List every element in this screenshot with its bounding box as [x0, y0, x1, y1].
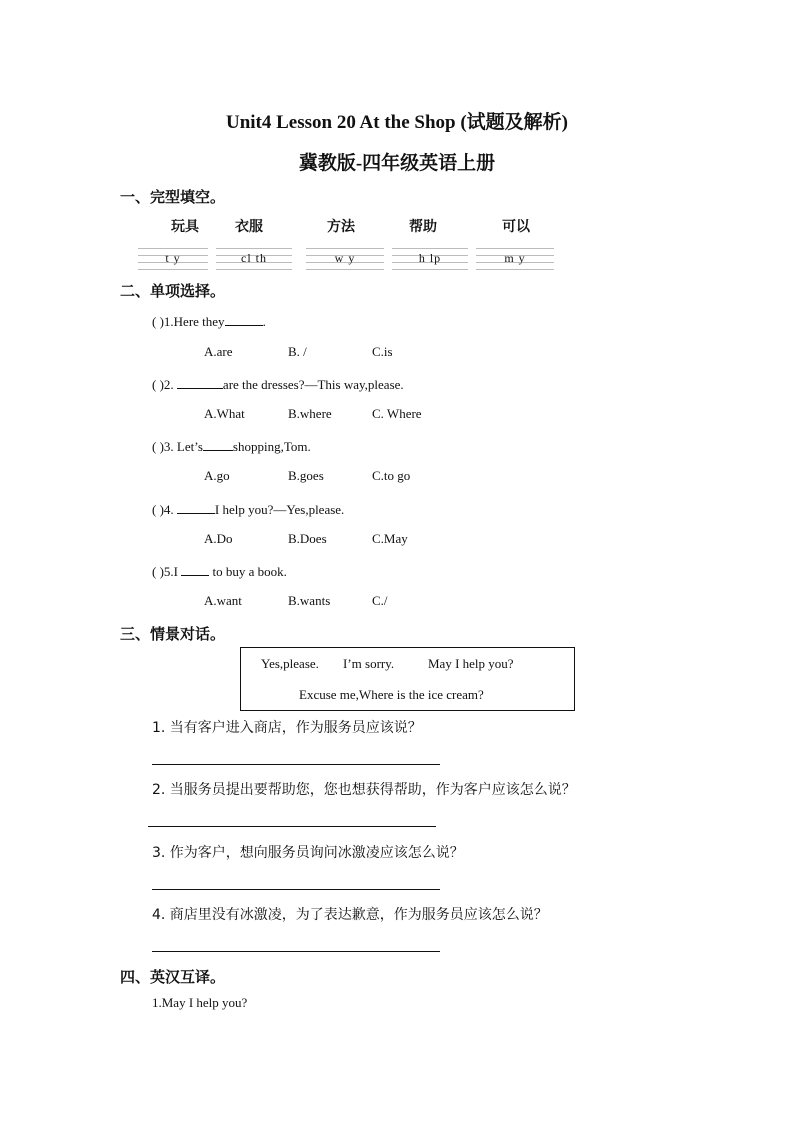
question-3-stem-end: shopping,Tom. [232, 439, 311, 454]
q3-option-c: C.to go [372, 468, 411, 483]
question-5-stem: ( )5.I [152, 564, 178, 579]
question-2-stem-end: are the dresses?—This way,please. [222, 377, 404, 392]
phrase-excuse-me: Excuse me,Where is the ice cream? [299, 687, 484, 702]
page-subtitle: 冀教版-四年级英语上册 [298, 153, 496, 174]
phrase-may-i-help: May I help you? [428, 656, 514, 671]
question-2 [152, 375, 404, 393]
q4-option-c: C.May [372, 531, 408, 546]
word-zh-way: 方法 [327, 219, 355, 235]
four-line-clothes [216, 248, 292, 270]
section-4-heading: 四、英汉互译。 [120, 968, 226, 986]
dialog-question-1: 1. 当有客户进入商店，作为服务员应该说？ [152, 720, 422, 736]
question-4 [152, 500, 344, 518]
question-4-stem-end: I help you?—Yes,please. [214, 502, 345, 517]
answer-line-2[interactable] [148, 826, 436, 827]
word-en-may: m y [504, 251, 526, 265]
q4-option-a: A.Do [204, 531, 233, 546]
answer-line-4[interactable] [152, 951, 440, 952]
question-2-stem: ( )2. [152, 377, 174, 392]
q2-option-b: B.where [288, 406, 332, 421]
question-1-stem-end: . [262, 314, 266, 329]
dialog-question-3: 3. 作为客户，想向服务员询问冰激凌应该怎么说？ [152, 845, 464, 861]
word-zh-toy: 玩具 [171, 219, 199, 235]
question-1-stem: ( )1.Here they [152, 314, 225, 329]
question-3-stem: ( )3. Let’s [152, 439, 203, 454]
q2-option-a: A.What [204, 406, 245, 421]
dialog-question-4: 4. 商店里没有冰激凌，为了表达歉意，作为服务员应该怎么说？ [152, 907, 548, 923]
four-line-way [306, 248, 384, 270]
question-1 [152, 312, 266, 330]
four-line-may [476, 248, 554, 270]
answer-blank[interactable] [177, 500, 215, 514]
word-en-way: w y [334, 251, 356, 265]
q5-option-c: C./ [372, 593, 388, 608]
word-en-toy: t y [165, 251, 181, 265]
question-5 [152, 562, 287, 580]
word-en-clothes: cl th [241, 251, 267, 265]
q5-option-a: A.want [204, 593, 242, 608]
word-en-help: h lp [418, 251, 442, 265]
translation-item-1: 1.May I help you? [152, 995, 248, 1010]
question-5-stem-end: to buy a book. [212, 564, 287, 579]
answer-blank[interactable] [203, 437, 233, 451]
word-zh-clothes: 衣服 [235, 219, 263, 235]
dialog-question-2: 2. 当服务员提出要帮助您，您也想获得帮助，作为客户应该怎么说？ [152, 782, 576, 798]
answer-blank[interactable] [177, 375, 223, 389]
section-2-heading: 二、单项选择。 [120, 282, 226, 300]
q1-option-c: C.is [372, 344, 393, 359]
section-1-heading: 一、完型填空。 [120, 188, 226, 206]
answer-line-1[interactable] [152, 764, 440, 765]
phrase-yes-please: Yes,please. [261, 656, 319, 671]
q5-option-b: B.wants [288, 593, 331, 608]
word-zh-may: 可以 [502, 219, 530, 235]
question-3 [152, 437, 311, 455]
section-3-heading: 三、情景对话。 [120, 625, 226, 643]
page-title: Unit4 Lesson 20 At the Shop (试题及解析) [225, 112, 569, 133]
answer-blank[interactable] [181, 562, 209, 576]
q4-option-b: B.Does [288, 531, 327, 546]
four-line-toy [138, 248, 208, 270]
q2-option-c: C. Where [372, 406, 422, 421]
q1-option-a: A.are [204, 344, 233, 359]
answer-line-3[interactable] [152, 889, 440, 890]
q3-option-b: B.goes [288, 468, 324, 483]
answer-blank[interactable] [225, 312, 263, 326]
question-4-stem: ( )4. [152, 502, 174, 517]
four-line-help [392, 248, 468, 270]
phrase-im-sorry: I’m sorry. [343, 656, 395, 671]
q1-option-b: B. / [288, 344, 307, 359]
word-zh-help: 帮助 [409, 219, 437, 235]
q3-option-a: A.go [204, 468, 230, 483]
